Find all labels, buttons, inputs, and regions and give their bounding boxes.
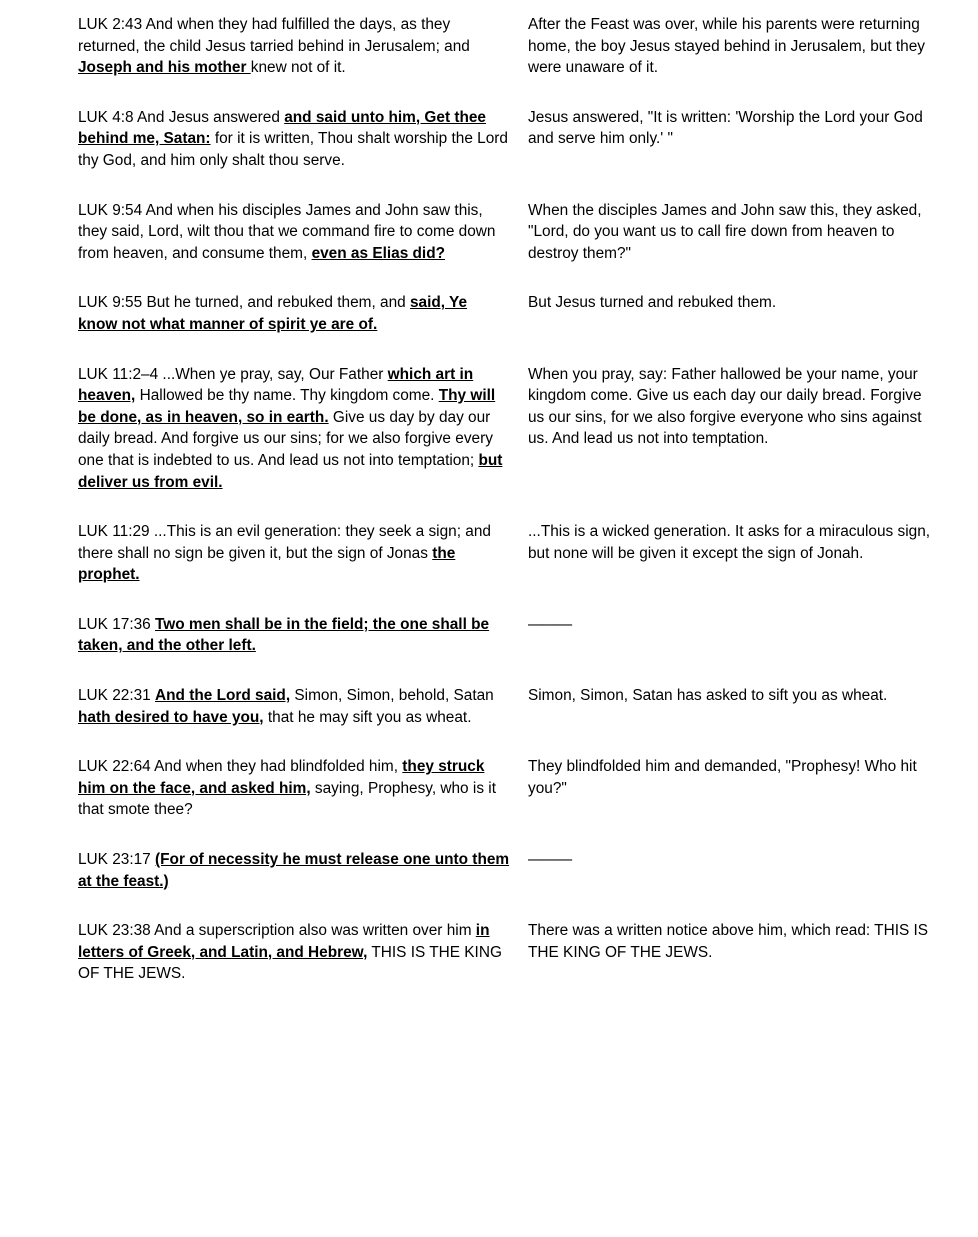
modern-verse-cell	[528, 614, 938, 636]
verse-row	[78, 756, 938, 821]
modern-verse-text: There was a written notice above him, which read: THIS IS THE KING OF THE JEWS.	[528, 922, 929, 961]
verse-row	[78, 364, 938, 494]
kjv-plain-text: LUK 2:43 And when they had fulfilled the days, as they returned, the child Jesus tarried behind in Jerusalem; and	[78, 16, 470, 55]
verse-row	[78, 107, 938, 172]
kjv-verse-text	[78, 292, 510, 335]
kjv-emphasis-text: hath desired to have you,	[78, 708, 264, 726]
kjv-verse-text	[78, 920, 510, 985]
kjv-emphasis-text: And the Lord said,	[155, 687, 291, 705]
kjv-emphasis-text: the prophet.	[78, 544, 456, 584]
modern-verse-cell	[528, 200, 938, 265]
kjv-verse-text	[78, 685, 510, 728]
kjv-emphasis-text: (For of necessity he must release one unto them at the feast.)	[78, 851, 510, 890]
kjv-verse-cell	[78, 521, 528, 586]
kjv-emphasis-text: Joseph and his mother	[78, 59, 251, 77]
verse-row	[78, 292, 938, 335]
omitted-verse-dash: ———	[528, 615, 572, 633]
kjv-verse-text	[78, 107, 510, 172]
kjv-verse-text	[78, 756, 510, 821]
kjv-plain-text: for it is written, Thou shalt worship the Lord thy God, and him only shalt thou serve.	[78, 130, 508, 169]
kjv-plain-text: LUK 22:64 And when they had blindfolded him,	[78, 758, 403, 776]
modern-verse-text: Jesus answered, "It is written: 'Worship the Lord your God and serve him only.' "	[528, 108, 923, 148]
verse-comparison-table	[78, 14, 938, 985]
verse-row	[78, 849, 938, 892]
kjv-plain-text: that he may sift you as wheat.	[263, 708, 472, 726]
kjv-verse-cell	[78, 200, 528, 265]
modern-verse-text: After the Feast was over, while his parents were returning home, the boy Jesus stayed behind in Jerusalem, but they were unaware of it.	[528, 16, 925, 77]
kjv-plain-text: LUK 9:55 But he turned, and rebuked them, and	[78, 294, 410, 312]
kjv-plain-text: Give us day by day our daily bread. And forgive us our sins; for we also forgive every one that is indebted to us. And lead us not into temptation;	[78, 408, 493, 469]
verse-row	[78, 614, 938, 657]
verse-row	[78, 200, 938, 265]
modern-verse-cell	[528, 756, 938, 799]
kjv-verse-text	[78, 364, 510, 494]
kjv-verse-cell	[78, 107, 528, 172]
kjv-verse-cell	[78, 920, 528, 985]
modern-verse-text: ...This is a wicked generation. It asks for a miraculous sign, but none will be given it except the sign of Jonah.	[528, 523, 931, 562]
modern-verse-text: But Jesus turned and rebuked them.	[528, 294, 777, 312]
verse-row	[78, 685, 938, 728]
kjv-verse-cell	[78, 14, 528, 79]
kjv-emphasis-text: but deliver us from evil.	[78, 451, 503, 491]
modern-verse-text: When the disciples James and John saw this, they asked, "Lord, do you want us to call fire down from heaven to destroy them?"	[528, 201, 922, 262]
kjv-plain-text: LUK 4:8 And Jesus answered	[78, 108, 285, 126]
modern-verse-cell	[528, 107, 938, 150]
modern-verse-cell	[528, 14, 938, 79]
kjv-verse-cell	[78, 685, 528, 728]
verse-row	[78, 14, 938, 79]
kjv-verse-cell	[78, 292, 528, 335]
modern-verse-cell	[528, 685, 938, 707]
verse-row	[78, 920, 938, 985]
kjv-verse-text	[78, 14, 510, 79]
kjv-emphasis-text: in letters of Greek, and Latin, and Hebrew,	[78, 922, 490, 961]
kjv-emphasis-text: which art in heaven,	[78, 365, 474, 405]
kjv-plain-text: LUK 23:38 And a superscription also was written over him	[78, 922, 476, 940]
kjv-verse-text	[78, 849, 510, 892]
modern-verse-text: When you pray, say: Father hallowed be your name, your kingdom come. Give us each day our daily bread. Forgive us our sins, for we also forgive everyone who sins against us. And lead us not into temptation.	[528, 365, 922, 448]
kjv-plain-text: Simon, Simon, behold, Satan	[290, 687, 494, 705]
kjv-verse-cell	[78, 756, 528, 821]
kjv-plain-text: LUK 11:29 ...This is an evil generation: they seek a sign; and there shall no sign be given it, but the sign of Jonas	[78, 523, 491, 562]
modern-verse-text: Simon, Simon, Satan has asked to sift you as wheat.	[528, 687, 888, 705]
kjv-emphasis-text: and said unto him, Get thee behind me, Satan:	[78, 108, 486, 148]
kjv-plain-text: saying, Prophesy, who is it that smote thee?	[78, 779, 496, 819]
kjv-emphasis-text: they struck him on the face, and asked him,	[78, 758, 485, 797]
kjv-verse-cell	[78, 614, 528, 657]
modern-verse-cell	[528, 364, 938, 450]
modern-verse-cell	[528, 920, 938, 963]
kjv-emphasis-text: Two men shall be in the field; the one shall be taken, and the other left.	[78, 615, 490, 655]
modern-verse-cell	[528, 292, 938, 314]
kjv-plain-text: Hallowed be thy name. Thy kingdom come.	[135, 387, 439, 405]
kjv-plain-text: LUK 11:2–4 ...When ye pray, say, Our Father	[78, 365, 388, 383]
omitted-verse-dash: ———	[528, 851, 572, 869]
kjv-emphasis-text: even as Elias did?	[311, 244, 446, 262]
kjv-emphasis-text: said, Ye know not what manner of spirit ye are of.	[78, 294, 468, 333]
modern-verse-cell	[528, 521, 938, 564]
kjv-plain-text: THIS IS THE KING OF THE JEWS.	[78, 943, 502, 983]
verse-row	[78, 521, 938, 586]
kjv-plain-text: LUK 22:31	[78, 687, 156, 705]
kjv-plain-text: LUK 23:17	[78, 851, 156, 869]
kjv-plain-text: LUK 9:54 And when his disciples James and John saw this, they said, Lord, wilt thou that we command fire to come down from heaven, and consume them,	[78, 201, 496, 262]
kjv-plain-text: knew not of it.	[250, 59, 346, 77]
kjv-verse-text	[78, 200, 510, 265]
kjv-plain-text: LUK 17:36	[78, 615, 156, 633]
kjv-verse-text	[78, 614, 510, 657]
kjv-verse-text	[78, 521, 510, 586]
kjv-verse-cell	[78, 849, 528, 892]
kjv-emphasis-text: Thy will be done, as in heaven, so in earth.	[78, 387, 496, 426]
modern-verse-cell	[528, 849, 938, 871]
kjv-verse-cell	[78, 364, 528, 494]
modern-verse-text: They blindfolded him and demanded, "Prophesy! Who hit you?"	[528, 758, 917, 797]
